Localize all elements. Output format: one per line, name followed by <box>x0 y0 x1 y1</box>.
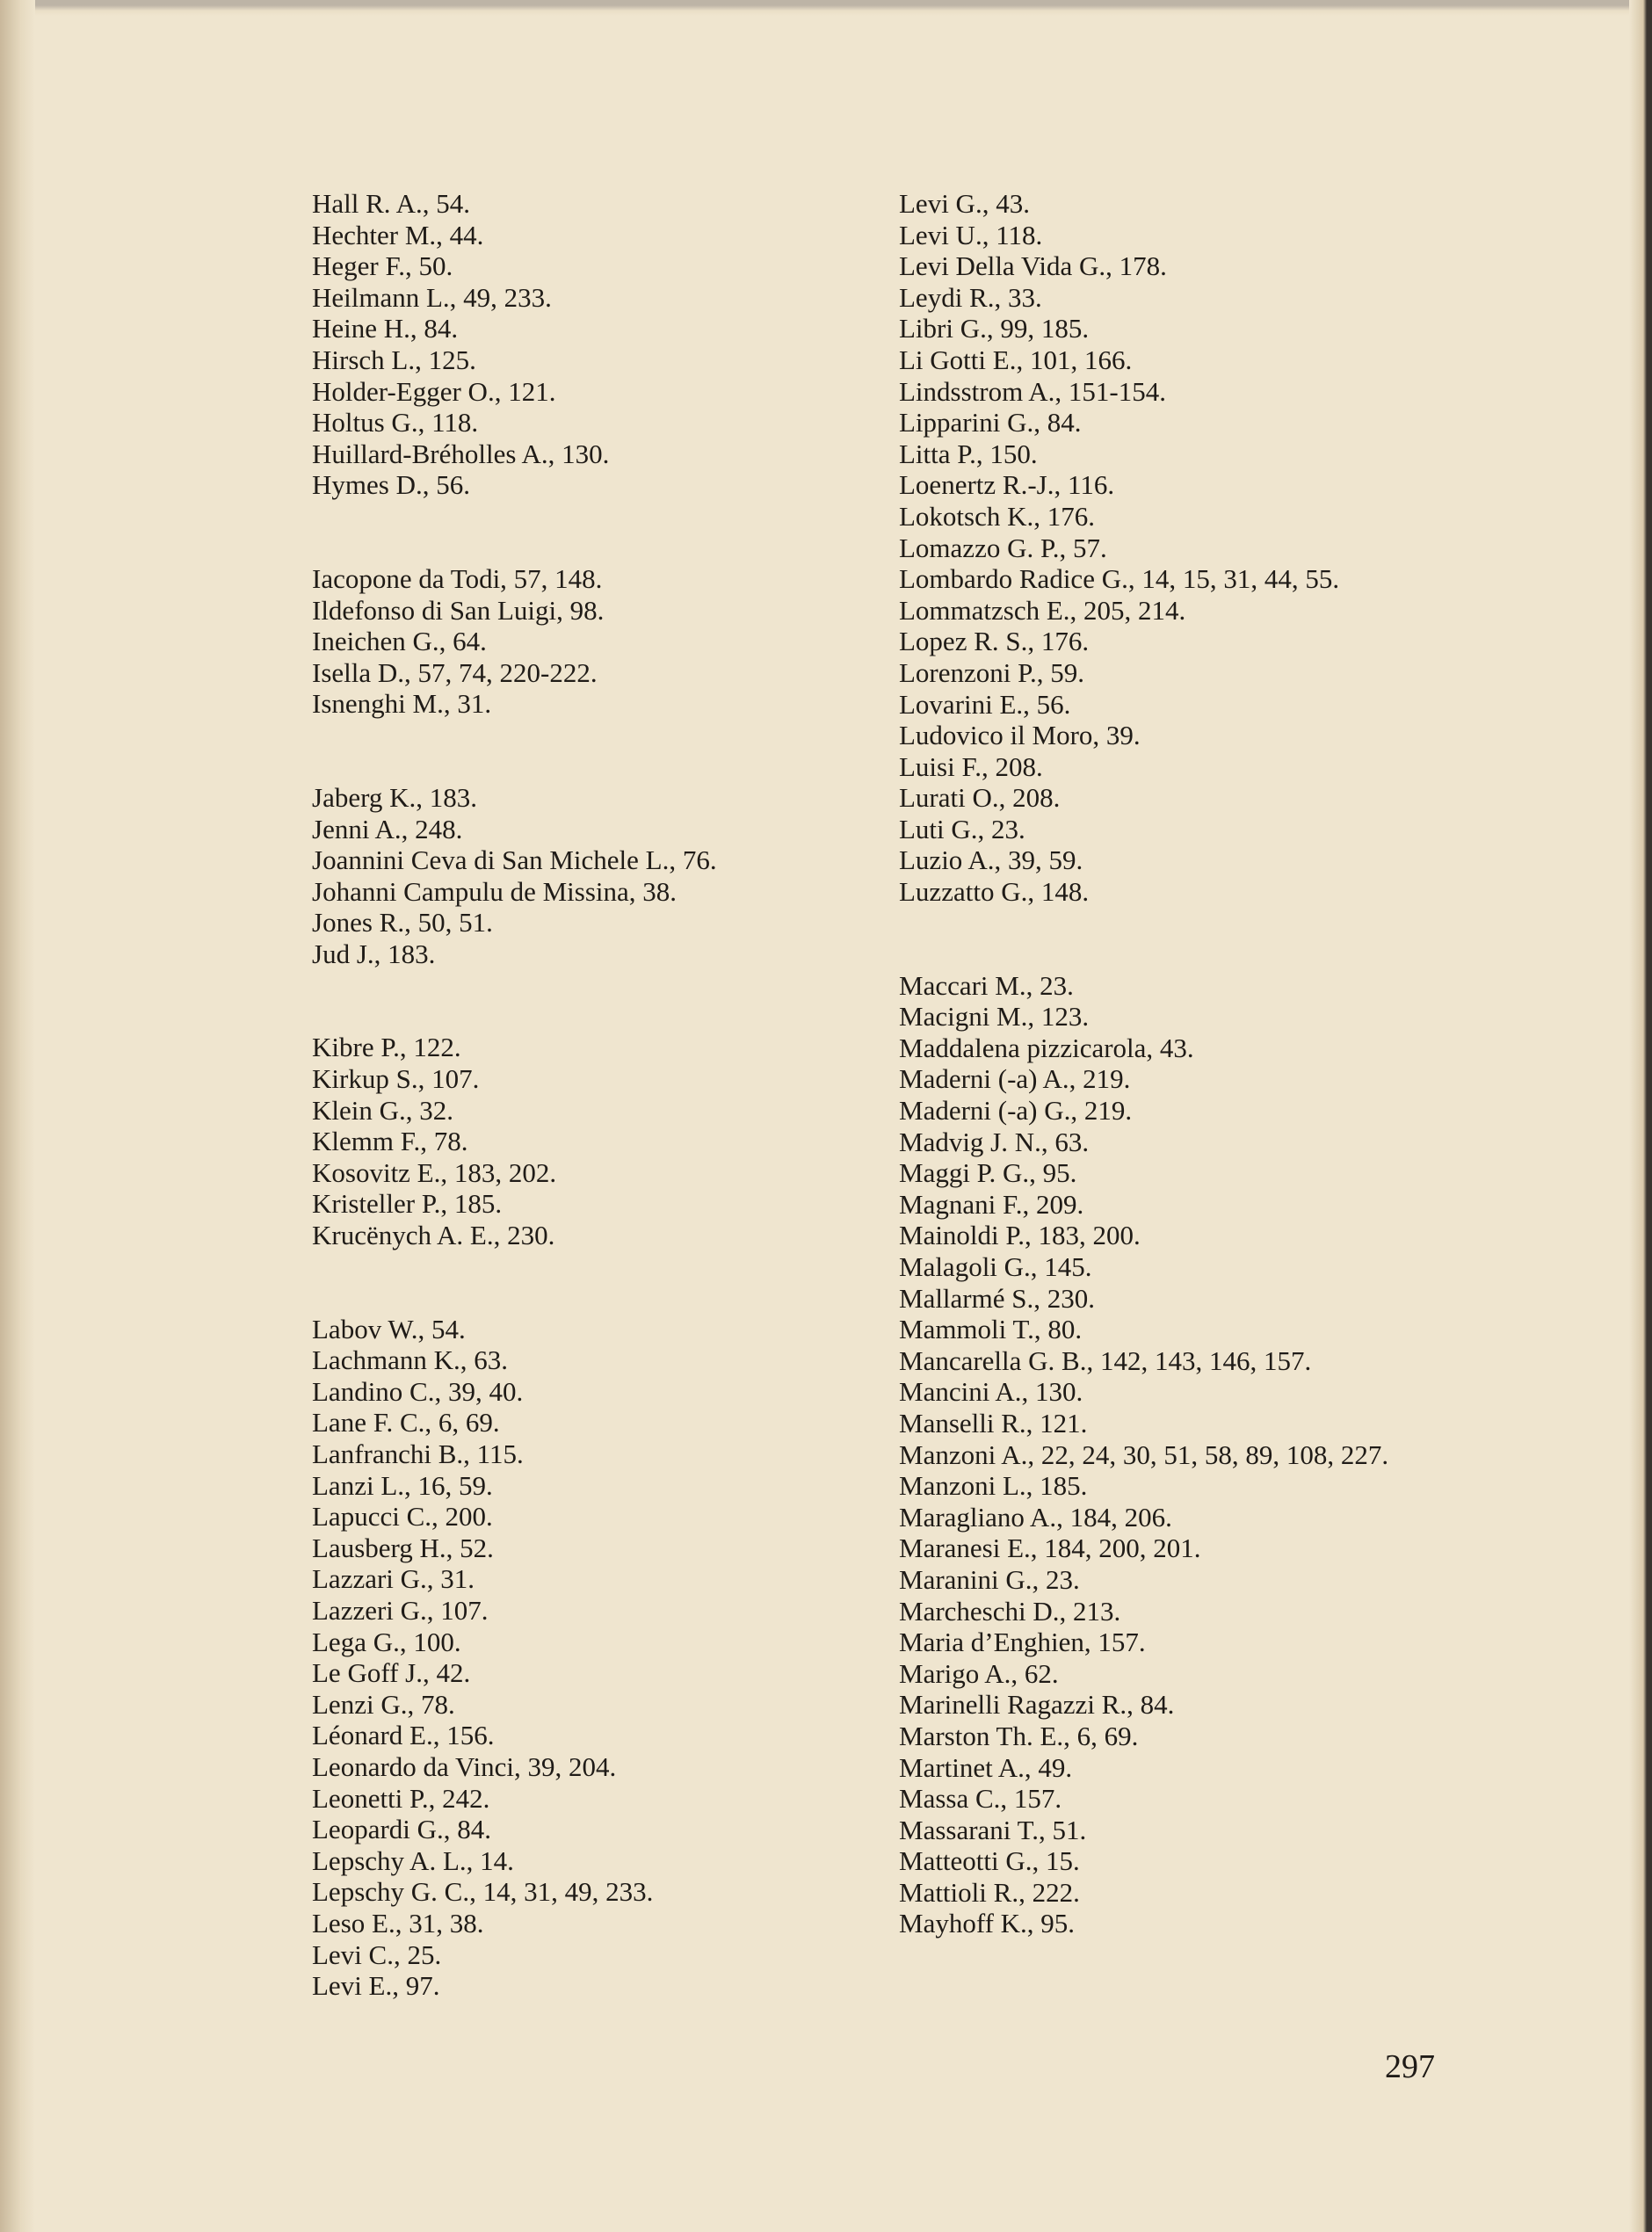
index-entry: Lenzi G., 78. <box>312 1688 455 1720</box>
index-letter-group <box>899 970 1461 1939</box>
index-entry: Heilmann L., 49, 233. <box>312 281 552 313</box>
index-entry: Lazzari G., 31. <box>312 1563 475 1595</box>
index-entry: Matteotti G., 15. <box>899 1845 1080 1877</box>
index-entry: Landino C., 39, 40. <box>312 1375 524 1407</box>
index-entry: Lopez R. S., 176. <box>899 626 1090 657</box>
index-entry: Heine H., 84. <box>312 313 459 344</box>
index-entry: Maranini G., 23. <box>899 1563 1080 1595</box>
index-entry: Lapucci C., 200. <box>312 1501 493 1533</box>
index-entry: Luisi F., 208. <box>899 750 1043 782</box>
index-entry: Levi Della Vida G., 178. <box>899 250 1167 282</box>
index-entry: Mammoli T., 80. <box>899 1314 1083 1345</box>
index-entry: Johanni Campulu de Missina, 38. <box>312 875 677 907</box>
index-entry: Léonard E., 156. <box>312 1720 495 1751</box>
index-entry: Lurati O., 208. <box>899 782 1061 814</box>
index-entry: Levi G., 43. <box>899 188 1030 219</box>
index-entry: Luti G., 23. <box>899 813 1025 844</box>
index-entry: Marinelli Ragazzi R., 84. <box>899 1689 1175 1721</box>
index-entry: Lega G., 100. <box>312 1626 461 1657</box>
index-letter-group <box>312 563 874 720</box>
index-entry: Hirsch L., 125. <box>312 344 476 375</box>
index-entry: Luzio A., 39, 59. <box>899 844 1083 876</box>
index-entry: Leso E., 31, 38. <box>312 1907 484 1939</box>
index-entry: Lindsstrom A., 151-154. <box>899 375 1166 407</box>
index-entry: Huillard-Bréholles A., 130. <box>312 438 610 469</box>
index-entry: Lachmann K., 63. <box>312 1344 508 1376</box>
index-column-left <box>312 188 874 2002</box>
index-entry: Mallarmé S., 230. <box>899 1282 1095 1314</box>
index-entry: Levi C., 25. <box>312 1939 442 1970</box>
index-column-right <box>899 188 1461 1939</box>
page-number: 297 <box>1385 2048 1435 2085</box>
index-entry: Hymes D., 56. <box>312 469 470 501</box>
index-entry: Lomazzo G. P., 57. <box>899 532 1107 563</box>
index-entry: Jud J., 183. <box>312 938 436 969</box>
index-entry: Lanfranchi B., 115. <box>312 1438 524 1469</box>
index-entry: Marston Th. E., 6, 69. <box>899 1720 1139 1751</box>
index-entry: Madvig J. N., 63. <box>899 1126 1090 1157</box>
index-entry: Mayhoff K., 95. <box>899 1908 1076 1939</box>
index-entry: Jaberg K., 183. <box>312 781 477 813</box>
index-entry: Ildefonso di San Luigi, 98. <box>312 594 605 626</box>
index-entry: Marigo A., 62. <box>899 1657 1059 1689</box>
index-entry: Isella D., 57, 74, 220-222. <box>312 656 598 688</box>
index-entry: Lombardo Radice G., 14, 15, 31, 44, 55. <box>899 563 1340 595</box>
index-entry: Hechter M., 44. <box>312 219 484 250</box>
index-entry: Maggi P. G., 95. <box>899 1157 1077 1189</box>
index-entry: Hall R. A., 54. <box>312 188 470 219</box>
index-entry: Joannini Ceva di San Michele L., 76. <box>312 844 717 876</box>
page-right-edge <box>1629 0 1652 2232</box>
index-entry: Holtus G., 118. <box>312 407 479 438</box>
index-entry: Kristeller P., 185. <box>312 1188 503 1220</box>
index-entry: Lovarini E., 56. <box>899 688 1071 720</box>
index-entry: Luzzatto G., 148. <box>899 876 1090 908</box>
index-entry: Isnenghi M., 31. <box>312 688 492 720</box>
index-entry: Massa C., 157. <box>899 1783 1062 1815</box>
index-entry: Maccari M., 23. <box>899 969 1074 1001</box>
index-entry: Levi E., 97. <box>312 1970 440 2002</box>
index-entry: Le Goff J., 42. <box>312 1657 471 1689</box>
index-letter-group <box>899 188 1461 908</box>
index-entry: Lausberg H., 52. <box>312 1532 494 1563</box>
index-entry: Macigni M., 123. <box>899 1001 1090 1033</box>
index-entry: Massarani T., 51. <box>899 1814 1087 1845</box>
index-entry: Maria d’Enghien, 157. <box>899 1627 1146 1658</box>
index-entry: Leonardo da Vinci, 39, 204. <box>312 1750 617 1782</box>
index-entry: Lorenzoni P., 59. <box>899 656 1084 688</box>
index-letter-group <box>312 1314 874 2002</box>
index-entry: Loenertz R.-J., 116. <box>899 469 1115 501</box>
index-entry: Labov W., 54. <box>312 1313 466 1344</box>
index-entry: Litta P., 150. <box>899 438 1038 469</box>
index-letter-group <box>312 188 874 501</box>
index-entry: Lokotsch K., 176. <box>899 500 1096 532</box>
index-entry: Lepschy G. C., 14, 31, 49, 233. <box>312 1876 654 1908</box>
index-entry: Iacopone da Todi, 57, 148. <box>312 562 603 594</box>
index-entry: Leonetti P., 242. <box>312 1782 490 1814</box>
index-entry: Jones R., 50, 51. <box>312 907 493 938</box>
index-entry: Heger F., 50. <box>312 250 453 282</box>
index-entry: Kirkup S., 107. <box>312 1063 480 1095</box>
index-entry: Kosovitz E., 183, 202. <box>312 1156 557 1188</box>
index-entry: Lommatzsch E., 205, 214. <box>899 594 1186 626</box>
index-entry: Klemm F., 78. <box>312 1126 468 1157</box>
index-entry: Li Gotti E., 101, 166. <box>899 344 1133 375</box>
index-letter-group <box>312 1032 874 1250</box>
index-entry: Manzoni A., 22, 24, 30, 51, 58, 89, 108, 227. <box>899 1438 1389 1470</box>
index-entry: Kibre P., 122. <box>312 1032 461 1063</box>
index-entry: Manzoni L., 185. <box>899 1470 1088 1502</box>
index-entry: Maranesi E., 184, 200, 201. <box>899 1533 1201 1564</box>
index-entry: Levi U., 118. <box>899 219 1043 250</box>
index-entry: Mancarella G. B., 142, 143, 146, 157. <box>899 1344 1312 1376</box>
index-entry: Lanzi L., 16, 59. <box>312 1469 493 1501</box>
index-entry: Mancini A., 130. <box>899 1376 1083 1408</box>
index-entry: Lepschy A. L., 14. <box>312 1844 514 1876</box>
index-entry: Maragliano A., 184, 206. <box>899 1501 1172 1533</box>
index-entry: Lipparini G., 84. <box>899 407 1082 438</box>
index-entry: Leopardi G., 84. <box>312 1814 492 1845</box>
index-entry: Magnani F., 209. <box>899 1188 1084 1220</box>
page-top-edge <box>0 0 1652 16</box>
index-entry: Maderni (-a) A., 219. <box>899 1063 1131 1095</box>
index-entry: Lane F. C., 6, 69. <box>312 1407 500 1438</box>
index-entry: Mattioli R., 222. <box>899 1876 1080 1908</box>
index-entry: Mainoldi P., 183, 200. <box>899 1220 1141 1251</box>
index-entry: Leydi R., 33. <box>899 281 1042 313</box>
index-entry: Marcheschi D., 213. <box>899 1595 1121 1627</box>
index-entry: Ineichen G., 64. <box>312 626 487 657</box>
index-entry: Libri G., 99, 185. <box>899 313 1090 344</box>
index-entry: Jenni A., 248. <box>312 813 463 844</box>
index-entry: Maderni (-a) G., 219. <box>899 1095 1133 1127</box>
index-entry: Holder-Egger O., 121. <box>312 375 556 407</box>
index-entry: Malagoli G., 145. <box>899 1251 1092 1282</box>
index-entry: Lazzeri G., 107. <box>312 1594 489 1626</box>
index-entry: Krucënych A. E., 230. <box>312 1220 555 1251</box>
page-gutter <box>0 0 35 2232</box>
index-entry: Ludovico il Moro, 39. <box>899 720 1141 751</box>
index-entry: Maddalena pizzicarola, 43. <box>899 1032 1194 1063</box>
index-entry: Manselli R., 121. <box>899 1407 1088 1438</box>
index-entry: Klein G., 32. <box>312 1094 454 1126</box>
index-letter-group <box>312 782 874 970</box>
index-entry: Martinet A., 49. <box>899 1751 1073 1783</box>
